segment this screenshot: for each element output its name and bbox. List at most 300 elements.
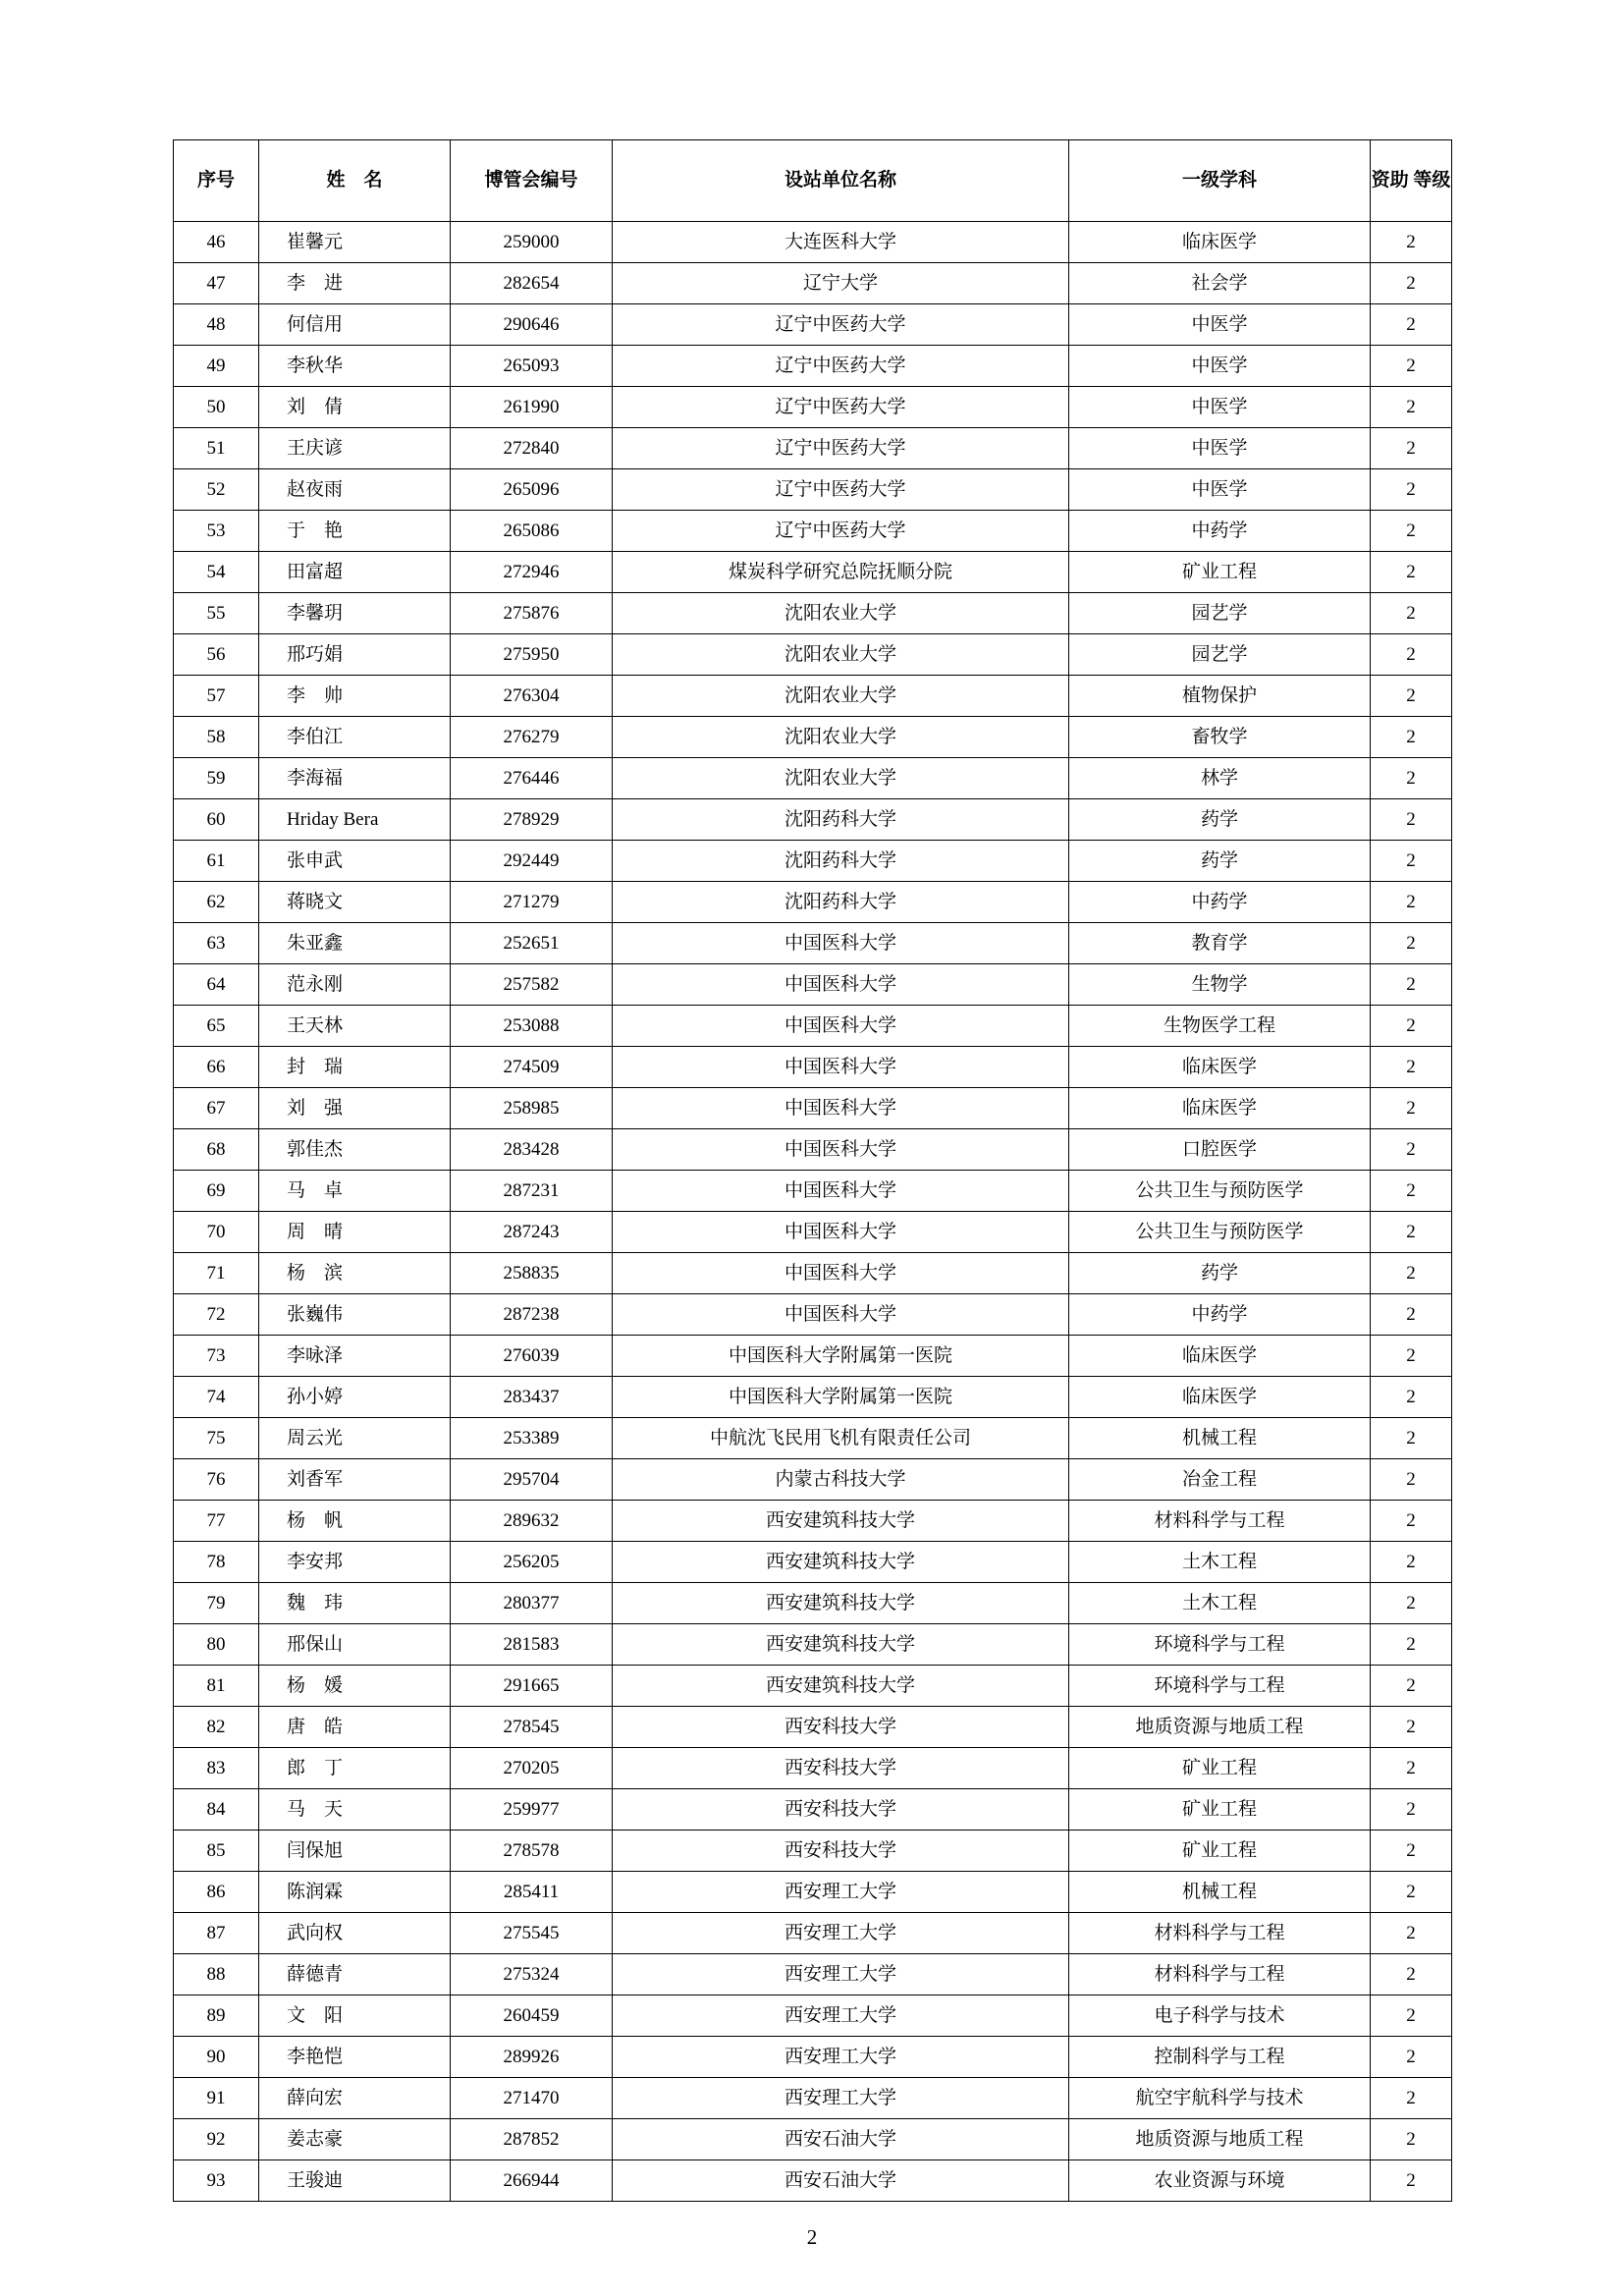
header-id: 博管会编号: [451, 140, 613, 222]
cell-grade: 2: [1371, 1171, 1452, 1212]
cell-grade: 2: [1371, 1542, 1452, 1583]
cell-no: 49: [174, 346, 259, 387]
cell-grade: 2: [1371, 964, 1452, 1006]
cell-institution: 中国医科大学: [613, 1006, 1069, 1047]
table-row: [174, 1748, 1452, 1789]
cell-discipline: 公共卫生与预防医学: [1069, 1212, 1371, 1253]
cell-id: 265086: [451, 511, 613, 552]
cell-no: 56: [174, 634, 259, 676]
cell-no: 75: [174, 1418, 259, 1459]
cell-institution: 西安科技大学: [613, 1748, 1069, 1789]
cell-no: 58: [174, 717, 259, 758]
cell-name: 王天林: [259, 1006, 451, 1047]
cell-institution: 中国医科大学: [613, 964, 1069, 1006]
table-row: [174, 304, 1452, 346]
cell-grade: 2: [1371, 552, 1452, 593]
cell-grade: 2: [1371, 1831, 1452, 1872]
table-row: [174, 1954, 1452, 1995]
cell-no: 80: [174, 1624, 259, 1666]
cell-discipline: 土木工程: [1069, 1542, 1371, 1583]
cell-discipline: 临床医学: [1069, 1088, 1371, 1129]
cell-name: 薛向宏: [259, 2078, 451, 2119]
cell-id: 282654: [451, 263, 613, 304]
cell-no: 55: [174, 593, 259, 634]
table-row: [174, 1789, 1452, 1831]
cell-id: 252651: [451, 923, 613, 964]
cell-no: 57: [174, 676, 259, 717]
cell-name: 崔馨元: [259, 222, 451, 263]
cell-institution: 中国医科大学: [613, 1212, 1069, 1253]
cell-name: 李 进: [259, 263, 451, 304]
table-row: [174, 552, 1452, 593]
cell-name: Hriday Bera: [259, 799, 451, 841]
cell-id: 287243: [451, 1212, 613, 1253]
table-row: [174, 882, 1452, 923]
header-grade: 资助 等级: [1371, 140, 1452, 222]
table-row: [174, 1212, 1452, 1253]
cell-id: 287852: [451, 2119, 613, 2160]
table-row: [174, 717, 1452, 758]
cell-discipline: 口腔医学: [1069, 1129, 1371, 1171]
cell-name: 田富超: [259, 552, 451, 593]
table-row: [174, 2037, 1452, 2078]
cell-name: 李艳恺: [259, 2037, 451, 2078]
cell-name: 杨 媛: [259, 1666, 451, 1707]
cell-name: 刘香军: [259, 1459, 451, 1501]
table-row: [174, 1006, 1452, 1047]
cell-name: 王庆谚: [259, 428, 451, 469]
cell-grade: 2: [1371, 1047, 1452, 1088]
cell-grade: 2: [1371, 1253, 1452, 1294]
cell-id: 289926: [451, 2037, 613, 2078]
cell-name: 杨 帆: [259, 1501, 451, 1542]
cell-grade: 2: [1371, 799, 1452, 841]
table-row: [174, 1459, 1452, 1501]
cell-grade: 2: [1371, 1006, 1452, 1047]
table-row: [174, 1253, 1452, 1294]
cell-no: 72: [174, 1294, 259, 1336]
cell-institution: 西安建筑科技大学: [613, 1624, 1069, 1666]
cell-grade: 2: [1371, 634, 1452, 676]
cell-discipline: 材料科学与工程: [1069, 1913, 1371, 1954]
cell-no: 78: [174, 1542, 259, 1583]
cell-grade: 2: [1371, 1088, 1452, 1129]
cell-institution: 西安科技大学: [613, 1707, 1069, 1748]
cell-institution: 西安理工大学: [613, 2078, 1069, 2119]
cell-discipline: 园艺学: [1069, 634, 1371, 676]
cell-discipline: 临床医学: [1069, 222, 1371, 263]
cell-discipline: 药学: [1069, 1253, 1371, 1294]
table-row: [174, 2119, 1452, 2160]
cell-discipline: 中药学: [1069, 882, 1371, 923]
cell-id: 281583: [451, 1624, 613, 1666]
cell-discipline: 中医学: [1069, 387, 1371, 428]
cell-no: 92: [174, 2119, 259, 2160]
cell-grade: 2: [1371, 1954, 1452, 1995]
table-row: [174, 1872, 1452, 1913]
cell-grade: 2: [1371, 346, 1452, 387]
cell-name: 邢保山: [259, 1624, 451, 1666]
cell-grade: 2: [1371, 882, 1452, 923]
cell-grade: 2: [1371, 1294, 1452, 1336]
cell-id: 275324: [451, 1954, 613, 1995]
cell-name: 闫保旭: [259, 1831, 451, 1872]
cell-no: 68: [174, 1129, 259, 1171]
cell-name: 魏 玮: [259, 1583, 451, 1624]
cell-discipline: 中医学: [1069, 469, 1371, 511]
cell-discipline: 教育学: [1069, 923, 1371, 964]
cell-no: 74: [174, 1377, 259, 1418]
cell-id: 259977: [451, 1789, 613, 1831]
cell-discipline: 环境科学与工程: [1069, 1666, 1371, 1707]
cell-id: 253389: [451, 1418, 613, 1459]
table-row: [174, 1336, 1452, 1377]
cell-discipline: 公共卫生与预防医学: [1069, 1171, 1371, 1212]
table-row: [174, 676, 1452, 717]
cell-id: 261990: [451, 387, 613, 428]
cell-no: 63: [174, 923, 259, 964]
cell-id: 259000: [451, 222, 613, 263]
cell-name: 王骏迪: [259, 2160, 451, 2202]
cell-name: 邢巧娟: [259, 634, 451, 676]
cell-id: 276446: [451, 758, 613, 799]
cell-id: 278545: [451, 1707, 613, 1748]
cell-discipline: 地质资源与地质工程: [1069, 2119, 1371, 2160]
cell-discipline: 矿业工程: [1069, 1748, 1371, 1789]
cell-grade: 2: [1371, 1995, 1452, 2037]
cell-institution: 辽宁中医药大学: [613, 387, 1069, 428]
cell-no: 83: [174, 1748, 259, 1789]
cell-no: 51: [174, 428, 259, 469]
cell-grade: 2: [1371, 304, 1452, 346]
cell-discipline: 材料科学与工程: [1069, 1501, 1371, 1542]
cell-name: 陈润霖: [259, 1872, 451, 1913]
cell-id: 275876: [451, 593, 613, 634]
cell-institution: 西安科技大学: [613, 1789, 1069, 1831]
table-row: [174, 1088, 1452, 1129]
cell-institution: 中国医科大学: [613, 1294, 1069, 1336]
cell-institution: 中国医科大学: [613, 1171, 1069, 1212]
cell-id: 292449: [451, 841, 613, 882]
cell-institution: 煤炭科学研究总院抚顺分院: [613, 552, 1069, 593]
table-body: [174, 222, 1452, 2202]
cell-grade: 2: [1371, 1583, 1452, 1624]
cell-no: 61: [174, 841, 259, 882]
table-row: [174, 1542, 1452, 1583]
cell-no: 62: [174, 882, 259, 923]
table-row: [174, 923, 1452, 964]
cell-discipline: 生物学: [1069, 964, 1371, 1006]
cell-grade: 2: [1371, 593, 1452, 634]
cell-no: 79: [174, 1583, 259, 1624]
cell-no: 54: [174, 552, 259, 593]
cell-grade: 2: [1371, 1129, 1452, 1171]
cell-discipline: 地质资源与地质工程: [1069, 1707, 1371, 1748]
cell-institution: 西安科技大学: [613, 1831, 1069, 1872]
cell-no: 82: [174, 1707, 259, 1748]
table-row: [174, 469, 1452, 511]
cell-name: 刘 强: [259, 1088, 451, 1129]
cell-grade: 2: [1371, 1666, 1452, 1707]
cell-institution: 沈阳农业大学: [613, 758, 1069, 799]
cell-name: 郎 丁: [259, 1748, 451, 1789]
cell-grade: 2: [1371, 923, 1452, 964]
cell-grade: 2: [1371, 841, 1452, 882]
cell-name: 李秋华: [259, 346, 451, 387]
cell-institution: 中国医科大学附属第一医院: [613, 1336, 1069, 1377]
cell-discipline: 中医学: [1069, 428, 1371, 469]
cell-no: 71: [174, 1253, 259, 1294]
header-name: 姓 名: [259, 140, 451, 222]
cell-institution: 辽宁中医药大学: [613, 304, 1069, 346]
cell-grade: 2: [1371, 717, 1452, 758]
cell-name: 周云光: [259, 1418, 451, 1459]
cell-no: 52: [174, 469, 259, 511]
cell-discipline: 环境科学与工程: [1069, 1624, 1371, 1666]
cell-grade: 2: [1371, 1377, 1452, 1418]
cell-name: 张申武: [259, 841, 451, 882]
cell-discipline: 电子科学与技术: [1069, 1995, 1371, 2037]
cell-discipline: 冶金工程: [1069, 1459, 1371, 1501]
cell-discipline: 植物保护: [1069, 676, 1371, 717]
cell-name: 孙小婷: [259, 1377, 451, 1418]
table-row: [174, 2078, 1452, 2119]
cell-institution: 西安石油大学: [613, 2119, 1069, 2160]
cell-institution: 西安建筑科技大学: [613, 1666, 1069, 1707]
cell-institution: 西安理工大学: [613, 1913, 1069, 1954]
cell-grade: 2: [1371, 1212, 1452, 1253]
cell-discipline: 材料科学与工程: [1069, 1954, 1371, 1995]
cell-name: 刘 倩: [259, 387, 451, 428]
table-row: [174, 1583, 1452, 1624]
cell-grade: 2: [1371, 2119, 1452, 2160]
cell-name: 马 天: [259, 1789, 451, 1831]
cell-no: 76: [174, 1459, 259, 1501]
cell-id: 257582: [451, 964, 613, 1006]
cell-id: 265093: [451, 346, 613, 387]
cell-discipline: 中医学: [1069, 304, 1371, 346]
cell-grade: 2: [1371, 222, 1452, 263]
table-row: [174, 1501, 1452, 1542]
cell-grade: 2: [1371, 1624, 1452, 1666]
table-row: [174, 1171, 1452, 1212]
header-discipline: 一级学科: [1069, 140, 1371, 222]
cell-name: 李馨玥: [259, 593, 451, 634]
cell-institution: 辽宁大学: [613, 263, 1069, 304]
cell-name: 杨 滨: [259, 1253, 451, 1294]
cell-id: 276279: [451, 717, 613, 758]
cell-grade: 2: [1371, 1872, 1452, 1913]
cell-id: 266944: [451, 2160, 613, 2202]
cell-discipline: 土木工程: [1069, 1583, 1371, 1624]
cell-id: 258985: [451, 1088, 613, 1129]
cell-institution: 辽宁中医药大学: [613, 428, 1069, 469]
cell-discipline: 航空宇航科学与技术: [1069, 2078, 1371, 2119]
cell-id: 276304: [451, 676, 613, 717]
cell-id: 256205: [451, 1542, 613, 1583]
cell-institution: 沈阳药科大学: [613, 841, 1069, 882]
cell-institution: 沈阳农业大学: [613, 593, 1069, 634]
cell-institution: 沈阳农业大学: [613, 634, 1069, 676]
table-row: [174, 1294, 1452, 1336]
cell-grade: 2: [1371, 1501, 1452, 1542]
table-row: [174, 593, 1452, 634]
table-row: [174, 1624, 1452, 1666]
table-row: [174, 1129, 1452, 1171]
cell-name: 李咏泽: [259, 1336, 451, 1377]
table-row: [174, 1666, 1452, 1707]
cell-institution: 西安石油大学: [613, 2160, 1069, 2202]
table-row: [174, 428, 1452, 469]
cell-no: 50: [174, 387, 259, 428]
table-row: [174, 1418, 1452, 1459]
cell-name: 李海福: [259, 758, 451, 799]
cell-institution: 西安建筑科技大学: [613, 1583, 1069, 1624]
cell-id: 272946: [451, 552, 613, 593]
cell-name: 李伯江: [259, 717, 451, 758]
header-institution: 设站单位名称: [613, 140, 1069, 222]
cell-discipline: 临床医学: [1069, 1377, 1371, 1418]
cell-institution: 中国医科大学: [613, 1129, 1069, 1171]
cell-id: 287231: [451, 1171, 613, 1212]
cell-grade: 2: [1371, 1336, 1452, 1377]
cell-id: 272840: [451, 428, 613, 469]
cell-no: 48: [174, 304, 259, 346]
cell-discipline: 中医学: [1069, 346, 1371, 387]
cell-discipline: 临床医学: [1069, 1047, 1371, 1088]
cell-name: 封 瑞: [259, 1047, 451, 1088]
cell-name: 于 艳: [259, 511, 451, 552]
cell-discipline: 临床医学: [1069, 1336, 1371, 1377]
table-row: [174, 841, 1452, 882]
cell-id: 291665: [451, 1666, 613, 1707]
cell-no: 90: [174, 2037, 259, 2078]
cell-name: 姜志豪: [259, 2119, 451, 2160]
cell-institution: 沈阳药科大学: [613, 799, 1069, 841]
cell-discipline: 矿业工程: [1069, 1831, 1371, 1872]
cell-id: 290646: [451, 304, 613, 346]
cell-id: 270205: [451, 1748, 613, 1789]
cell-id: 274509: [451, 1047, 613, 1088]
cell-name: 李安邦: [259, 1542, 451, 1583]
cell-name: 范永刚: [259, 964, 451, 1006]
cell-grade: 2: [1371, 2160, 1452, 2202]
cell-name: 文 阳: [259, 1995, 451, 2037]
cell-institution: 辽宁中医药大学: [613, 469, 1069, 511]
cell-grade: 2: [1371, 1418, 1452, 1459]
cell-no: 64: [174, 964, 259, 1006]
cell-no: 93: [174, 2160, 259, 2202]
table-row: [174, 263, 1452, 304]
cell-id: 275545: [451, 1913, 613, 1954]
cell-id: 275950: [451, 634, 613, 676]
cell-discipline: 农业资源与环境: [1069, 2160, 1371, 2202]
cell-no: 65: [174, 1006, 259, 1047]
cell-institution: 沈阳农业大学: [613, 676, 1069, 717]
cell-institution: 西安建筑科技大学: [613, 1501, 1069, 1542]
cell-discipline: 中药学: [1069, 511, 1371, 552]
table-row: [174, 2160, 1452, 2202]
cell-name: 薛德青: [259, 1954, 451, 1995]
cell-id: 271279: [451, 882, 613, 923]
cell-no: 89: [174, 1995, 259, 2037]
cell-name: 周 晴: [259, 1212, 451, 1253]
cell-name: 何信用: [259, 304, 451, 346]
cell-institution: 西安理工大学: [613, 1872, 1069, 1913]
table-row: [174, 1707, 1452, 1748]
table-row: [174, 346, 1452, 387]
cell-discipline: 控制科学与工程: [1069, 2037, 1371, 2078]
cell-name: 郭佳杰: [259, 1129, 451, 1171]
cell-id: 287238: [451, 1294, 613, 1336]
table-row: [174, 1377, 1452, 1418]
cell-institution: 大连医科大学: [613, 222, 1069, 263]
cell-grade: 2: [1371, 758, 1452, 799]
cell-discipline: 药学: [1069, 799, 1371, 841]
roster-table: [173, 139, 1452, 2202]
cell-grade: 2: [1371, 2078, 1452, 2119]
cell-discipline: 药学: [1069, 841, 1371, 882]
cell-id: 258835: [451, 1253, 613, 1294]
table-row: [174, 1913, 1452, 1954]
table-row: [174, 758, 1452, 799]
cell-institution: 辽宁中医药大学: [613, 346, 1069, 387]
cell-no: 69: [174, 1171, 259, 1212]
cell-grade: 2: [1371, 387, 1452, 428]
header-row: [174, 140, 1452, 222]
cell-institution: 西安理工大学: [613, 2037, 1069, 2078]
cell-name: 唐 皓: [259, 1707, 451, 1748]
cell-no: 91: [174, 2078, 259, 2119]
cell-name: 赵夜雨: [259, 469, 451, 511]
cell-discipline: 中药学: [1069, 1294, 1371, 1336]
cell-no: 53: [174, 511, 259, 552]
table-row: [174, 387, 1452, 428]
page-number: 2: [806, 2225, 818, 2249]
cell-discipline: 园艺学: [1069, 593, 1371, 634]
cell-grade: 2: [1371, 2037, 1452, 2078]
cell-discipline: 社会学: [1069, 263, 1371, 304]
table-header: [174, 140, 1452, 222]
cell-no: 59: [174, 758, 259, 799]
cell-grade: 2: [1371, 511, 1452, 552]
cell-no: 84: [174, 1789, 259, 1831]
cell-institution: 辽宁中医药大学: [613, 511, 1069, 552]
cell-id: 285411: [451, 1872, 613, 1913]
cell-name: 张巍伟: [259, 1294, 451, 1336]
cell-grade: 2: [1371, 469, 1452, 511]
table-row: [174, 1831, 1452, 1872]
table-row: [174, 511, 1452, 552]
cell-discipline: 畜牧学: [1069, 717, 1371, 758]
cell-institution: 中国医科大学附属第一医院: [613, 1377, 1069, 1418]
cell-institution: 西安建筑科技大学: [613, 1542, 1069, 1583]
cell-institution: 西安理工大学: [613, 1954, 1069, 1995]
cell-id: 295704: [451, 1459, 613, 1501]
cell-discipline: 机械工程: [1069, 1418, 1371, 1459]
table-row: [174, 1995, 1452, 2037]
cell-institution: 内蒙古科技大学: [613, 1459, 1069, 1501]
cell-institution: 沈阳药科大学: [613, 882, 1069, 923]
cell-no: 88: [174, 1954, 259, 1995]
cell-name: 李 帅: [259, 676, 451, 717]
cell-id: 280377: [451, 1583, 613, 1624]
cell-no: 67: [174, 1088, 259, 1129]
cell-discipline: 机械工程: [1069, 1872, 1371, 1913]
cell-name: 武向权: [259, 1913, 451, 1954]
table-row: [174, 222, 1452, 263]
cell-discipline: 生物医学工程: [1069, 1006, 1371, 1047]
